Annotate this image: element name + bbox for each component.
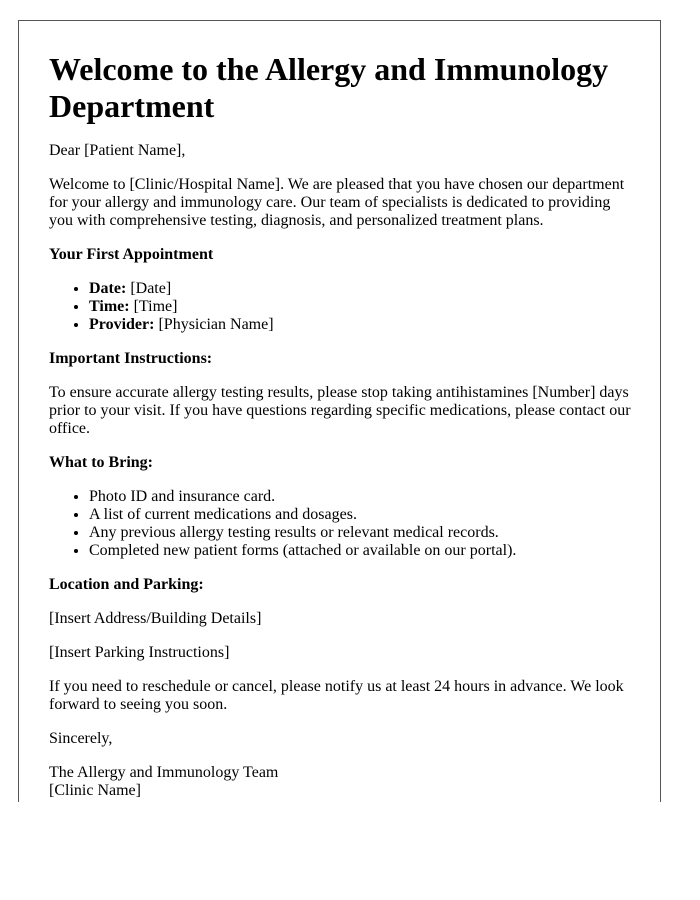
letter-title: Welcome to the Allergy and Immunology Department [49, 51, 609, 124]
bring-heading: What to Bring: [49, 454, 153, 471]
location-heading: Location and Parking: [49, 576, 204, 593]
signature-team: The Allergy and Immunology Team [49, 764, 279, 781]
appointment-time-item [89, 298, 631, 316]
closing-salutation: Sincerely, [49, 730, 113, 747]
appointment-provider-label: Provider: [89, 316, 155, 333]
appointment-date-value: [Date] [130, 280, 172, 297]
appointment-time-value: [Time] [133, 298, 178, 315]
bring-item: • Completed new patient forms (attached or available on our portal). [89, 542, 631, 560]
appointment-list [49, 280, 631, 334]
instructions-heading: Important Instructions: [49, 350, 213, 367]
bring-item: • Any previous allergy testing results or relevant medical records. [89, 524, 631, 542]
bring-item: • A list of current medications and dosages. [89, 506, 631, 524]
appointment-time-label: Time: [89, 298, 130, 315]
intro-paragraph: Welcome to [Clinic/Hospital Name]. We are pleased that you have chosen our department for your allergy and immunology care. Our team of specialists is dedicated to providing you with comprehensive testing, diagnosis, and personalized treatment plans. [49, 176, 625, 229]
appointment-provider-value: [Physician Name] [158, 316, 274, 333]
appointment-date-label: Date: [89, 280, 127, 297]
greeting: Dear [Patient Name], [49, 142, 186, 159]
parking-placeholder: [Insert Parking Instructions] [49, 644, 230, 661]
reschedule-paragraph: If you need to reschedule or cancel, please notify us at least 24 hours in advance. We look forward to seeing you soon. [49, 678, 624, 713]
instructions-paragraph: To ensure accurate allergy testing results, please stop taking antihistamines [Number] days prior to your visit. If you have questions regarding specific medications, please contact our office. [49, 384, 631, 437]
address-placeholder: [Insert Address/Building Details] [49, 610, 262, 627]
appointment-heading: Your First Appointment [49, 246, 214, 263]
appointment-date-item [89, 280, 631, 298]
bring-item: • Photo ID and insurance card. [89, 488, 631, 506]
signature-block [49, 764, 631, 800]
appointment-provider-item [89, 316, 631, 334]
bring-list [49, 488, 631, 560]
welcome-letter [18, 20, 661, 802]
signature-clinic: [Clinic Name] [49, 782, 141, 799]
